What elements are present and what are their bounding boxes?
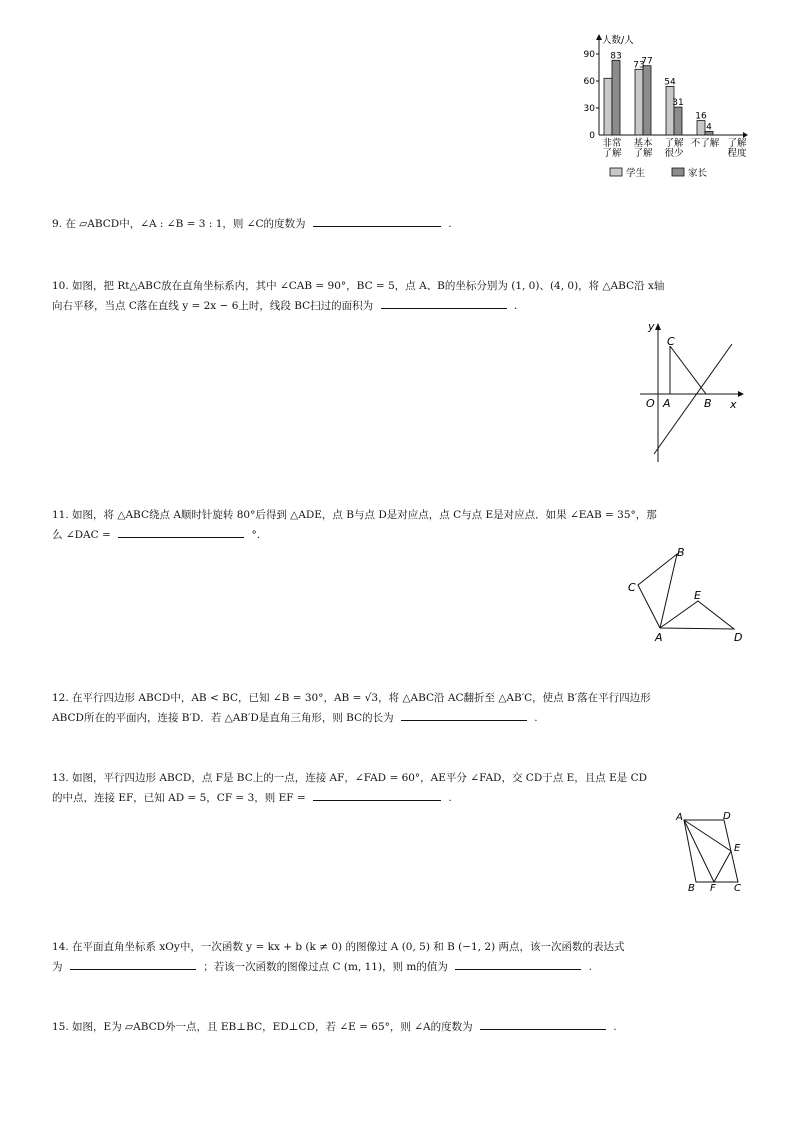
q9-end: . xyxy=(448,218,452,230)
label-a: A xyxy=(676,812,683,823)
q13-end: . xyxy=(448,792,452,804)
data-label: 4 xyxy=(706,122,712,133)
label-f: F xyxy=(710,883,716,893)
data-label: 77 xyxy=(641,56,653,67)
y-tick-label: 60 xyxy=(583,77,595,87)
label-b: B xyxy=(688,883,695,893)
q9-text: 9. 在 ▱ABCD中，∠A : ∠B = 3 : 1，则 ∠C的度数为 xyxy=(52,218,306,230)
q14-line2-mid: ；若该一次函数的图像过点 C (m, 11)，则 m的值为 xyxy=(203,961,448,973)
bar-student xyxy=(697,121,705,135)
data-label: 54 xyxy=(664,77,676,88)
legend-label: 学生 xyxy=(626,168,646,179)
bar-parent xyxy=(612,60,620,135)
q14-line1: 14. 在平面直角坐标系 xOy中，一次函数 y = kx + b (k ≠ 0) 的图像过 A (0, 5) 和 B (−1, 2) 两点，该一次函数的表达式 xyxy=(52,941,625,953)
parallelogram-abcd xyxy=(684,820,738,882)
q13-line2: 的中点，连接 EF，已知 AD = 5，CF = 3，则 EF = xyxy=(52,792,306,804)
label-c: C xyxy=(667,335,675,348)
q12-line1: 12. 在平行四边形 ABCD中，AB < BC，已知 ∠B = 30°，AB = √3，将 △ABC沿 AC翻折至 △AB′C，使点 B′落在平行四边形 xyxy=(52,692,651,704)
q10-answer-blank[interactable] xyxy=(381,296,507,309)
bar-student xyxy=(604,78,612,135)
bar-student xyxy=(666,86,674,135)
q14-end: . xyxy=(588,961,592,973)
question-11 xyxy=(52,505,742,545)
q14-answer-blank-1[interactable] xyxy=(70,957,196,970)
category-label: 了解 xyxy=(602,148,622,159)
bar-student xyxy=(635,69,643,135)
category-label: 不了解 xyxy=(690,138,720,149)
label-d: D xyxy=(723,811,731,822)
category-label: 基本 xyxy=(633,138,653,149)
bar-parent xyxy=(674,107,682,135)
label-b: B xyxy=(677,546,685,559)
q12-end: . xyxy=(534,712,538,724)
triangle-abc xyxy=(670,346,706,394)
label-o: O xyxy=(646,397,655,410)
label-c: C xyxy=(628,581,636,594)
question-10 xyxy=(52,276,742,316)
y-tick-label: 90 xyxy=(583,50,595,60)
q14-answer-blank-2[interactable] xyxy=(455,957,581,970)
data-label: 83 xyxy=(610,51,622,62)
label-b: B xyxy=(704,397,712,410)
figure-q10-coordinate-triangle xyxy=(630,316,750,466)
q14-line2-start: 为 xyxy=(52,961,63,973)
x-axis-label: 程度 xyxy=(727,148,747,159)
data-label: 16 xyxy=(695,111,707,122)
q12-answer-blank[interactable] xyxy=(401,708,527,721)
q12-line2: ABCD所在的平面内，连接 B′D．若 △AB′D是直角三角形，则 BC的长为 xyxy=(52,712,394,724)
q11-end: °. xyxy=(251,529,261,541)
label-d: D xyxy=(734,631,743,644)
q15-text: 15. 如图，E为 ▱ABCD外一点，且 EB⊥BC，ED⊥CD，若 ∠E = 65°，则 ∠A的度数为 xyxy=(52,1021,473,1033)
legend-swatch xyxy=(672,168,684,176)
data-label: 73 xyxy=(633,60,645,71)
triangle-abc xyxy=(638,554,677,628)
triangle-ade xyxy=(660,601,734,629)
y-axis-arrow xyxy=(655,323,661,330)
figure-q11-rotation xyxy=(622,543,752,648)
q9-answer-blank[interactable] xyxy=(313,214,441,227)
label-x: x xyxy=(730,398,737,411)
label-e: E xyxy=(694,589,701,602)
bar-chart xyxy=(575,32,755,182)
figure-q13-parallelogram xyxy=(672,808,752,893)
data-label: 31 xyxy=(672,98,684,109)
q11-answer-blank[interactable] xyxy=(118,525,244,538)
legend-swatch xyxy=(610,168,622,176)
category-label: 很少 xyxy=(664,148,684,159)
q10-line2: 向右平移，当点 C落在直线 y = 2x − 6上时，线段 BC扫过的面积为 xyxy=(52,300,374,312)
category-label: 了解 xyxy=(633,148,653,159)
y-tick-label: 0 xyxy=(589,131,595,141)
segment-ef xyxy=(714,851,731,882)
question-14 xyxy=(52,937,742,977)
q15-answer-blank[interactable] xyxy=(480,1017,606,1030)
category-label: 非常 xyxy=(602,138,622,149)
q13-line1: 13. 如图，平行四边形 ABCD，点 F是 BC上的一点，连接 AF，∠FAD = 60°，AE平分 ∠FAD，交 CD于点 E，且点 E是 CD xyxy=(52,772,648,784)
question-9 xyxy=(52,214,742,234)
q13-answer-blank[interactable] xyxy=(313,788,441,801)
q10-line1: 10. 如图，把 Rt△ABC放在直角坐标系内，其中 ∠CAB = 90°，BC = 5，点 A、B的坐标分别为 (1, 0)、(4, 0)，将 △ABC沿 x轴 xyxy=(52,280,665,292)
category-label: 了解 xyxy=(664,138,684,149)
legend-label: 家长 xyxy=(688,168,708,179)
label-c: C xyxy=(734,883,741,893)
label-e: E xyxy=(734,843,741,854)
x-axis-arrow xyxy=(738,391,744,397)
q11-line1: 11. 如图，将 △ABC绕点 A顺时针旋转 80°后得到 △ADE，点 B与点 D是对应点，点 C与点 E是对应点．如果 ∠EAB = 35°，那 xyxy=(52,509,657,521)
y-axis-label: 人数/人 xyxy=(602,35,634,46)
q11-line2: 么 ∠DAC = xyxy=(52,529,111,541)
y-tick-label: 30 xyxy=(583,104,595,114)
q10-end: . xyxy=(513,300,518,312)
question-15 xyxy=(52,1017,742,1037)
question-13 xyxy=(52,768,742,808)
q15-end: . xyxy=(613,1021,617,1033)
bar-parent xyxy=(643,66,651,135)
x-axis-label: 了解 xyxy=(727,138,747,149)
label-y: y xyxy=(648,320,655,333)
label-a: A xyxy=(663,397,671,410)
label-a: A xyxy=(655,631,663,644)
question-12 xyxy=(52,688,742,728)
